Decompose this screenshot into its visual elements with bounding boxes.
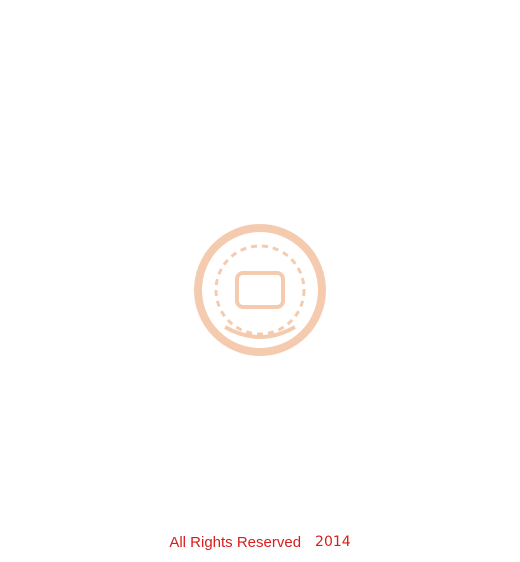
story-line [8, 155, 512, 177]
story-line [8, 348, 512, 370]
story-line [8, 262, 512, 284]
story-line [8, 370, 512, 392]
story-line [8, 305, 512, 327]
story-text-block [8, 4, 512, 520]
story-line [8, 456, 512, 478]
story-line [8, 133, 512, 155]
story-line [8, 434, 512, 456]
story-line [8, 219, 512, 241]
story-line [8, 112, 512, 134]
story-line [8, 176, 512, 198]
story-line [8, 327, 512, 349]
copyright-footer [0, 528, 520, 556]
story-line [8, 47, 512, 69]
story-line [8, 477, 512, 499]
rights-reserved-label: All Rights Reserved [169, 533, 302, 551]
story-line [8, 69, 512, 91]
story-line [8, 90, 512, 112]
story-line [8, 391, 512, 413]
story-line [8, 284, 512, 306]
story-line [8, 413, 512, 435]
story-line [8, 198, 512, 220]
story-line [8, 241, 512, 263]
copyright-year: 2014 [315, 534, 351, 550]
story-line [8, 4, 512, 26]
story-line [8, 499, 512, 521]
story-line [8, 26, 512, 48]
